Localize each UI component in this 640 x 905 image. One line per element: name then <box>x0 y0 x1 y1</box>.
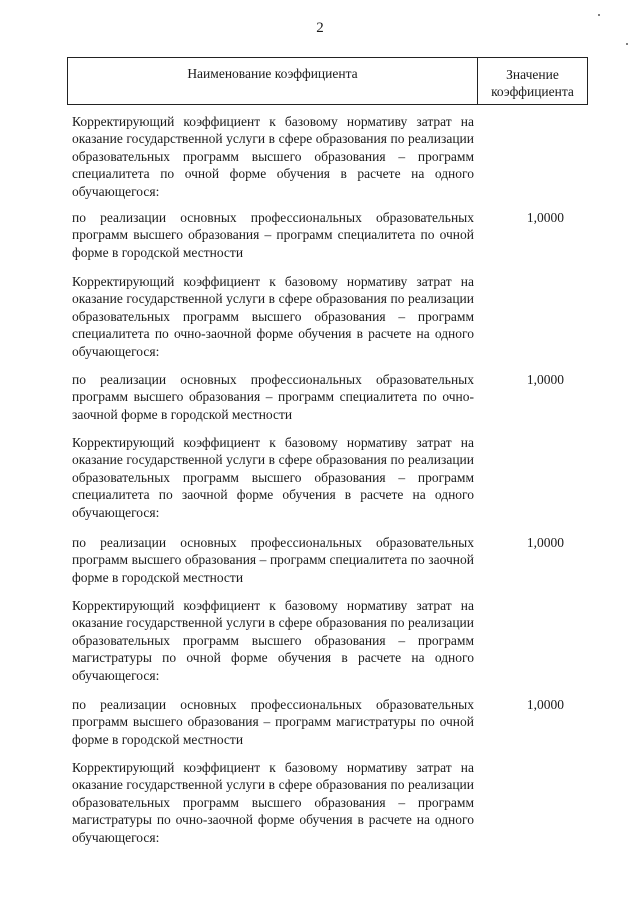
table-row <box>72 371 592 423</box>
coefficient-heading: Корректирующий коэффициент к базовому нормативу затрат на оказание государственной услуги в сфере образования по реализации образовательных программ высшего образования – программ магистратуры по очной форме обучения в расчете на одного обучающегося: <box>72 598 474 683</box>
coefficient-description: по реализации основных профессиональных образовательных программ высшего образования – программ специалитета по очной форме в городской местности <box>72 210 474 260</box>
coefficient-description: по реализации основных профессиональных образовательных программ высшего образования – программ специалитета по очно-заочной форме в городской местности <box>72 372 474 422</box>
page-number: 2 <box>316 20 324 36</box>
scan-speck <box>598 14 600 16</box>
coefficient-description: по реализации основных профессиональных образовательных программ высшего образования – программ специалитета по заочной форме в городской местности <box>72 535 474 585</box>
table-row <box>72 696 592 748</box>
table-row <box>72 434 592 521</box>
coefficient-value: 1,0000 <box>526 697 564 712</box>
table-row <box>72 113 592 200</box>
coefficient-heading: Корректирующий коэффициент к базовому нормативу затрат на оказание государственной услуги в сфере образования по реализации образовательных программ высшего образования – программ магистратуры по очно-заочной форме обучения в расчете на одного обучающегося: <box>72 760 474 845</box>
coefficient-value: 1,0000 <box>526 372 564 387</box>
scan-speck <box>626 43 628 45</box>
table-header <box>67 57 588 105</box>
table-row <box>72 759 592 846</box>
coefficient-value: 1,0000 <box>526 210 564 225</box>
table-row <box>72 534 592 586</box>
column-header-name: Наименование коэффициента <box>68 58 478 104</box>
coefficient-description: по реализации основных профессиональных образовательных программ высшего образования – программ магистратуры по очной форме в городской местности <box>72 697 474 747</box>
table-row <box>72 273 592 360</box>
coefficient-heading: Корректирующий коэффициент к базовому нормативу затрат на оказание государственной услуги в сфере образования по реализации образовательных программ высшего образования – программ специалитета по заочной форме обучения в расчете на одного обучающегося: <box>72 435 474 520</box>
column-header-value: Значение коэффициента <box>491 67 574 99</box>
table-row <box>72 597 592 684</box>
table-row <box>72 209 592 261</box>
coefficient-heading: Корректирующий коэффициент к базовому нормативу затрат на оказание государственной услуги в сфере образования по реализации образовательных программ высшего образования – программ специалитета по очной форме обучения в расчете на одного обучающегося: <box>72 114 474 199</box>
coefficient-heading: Корректирующий коэффициент к базовому нормативу затрат на оказание государственной услуги в сфере образования по реализации образовательных программ высшего образования – программ специалитета по очно-заочной форме обучения в расчете на одного обучающегося: <box>72 274 474 359</box>
coefficient-value: 1,0000 <box>526 535 564 550</box>
